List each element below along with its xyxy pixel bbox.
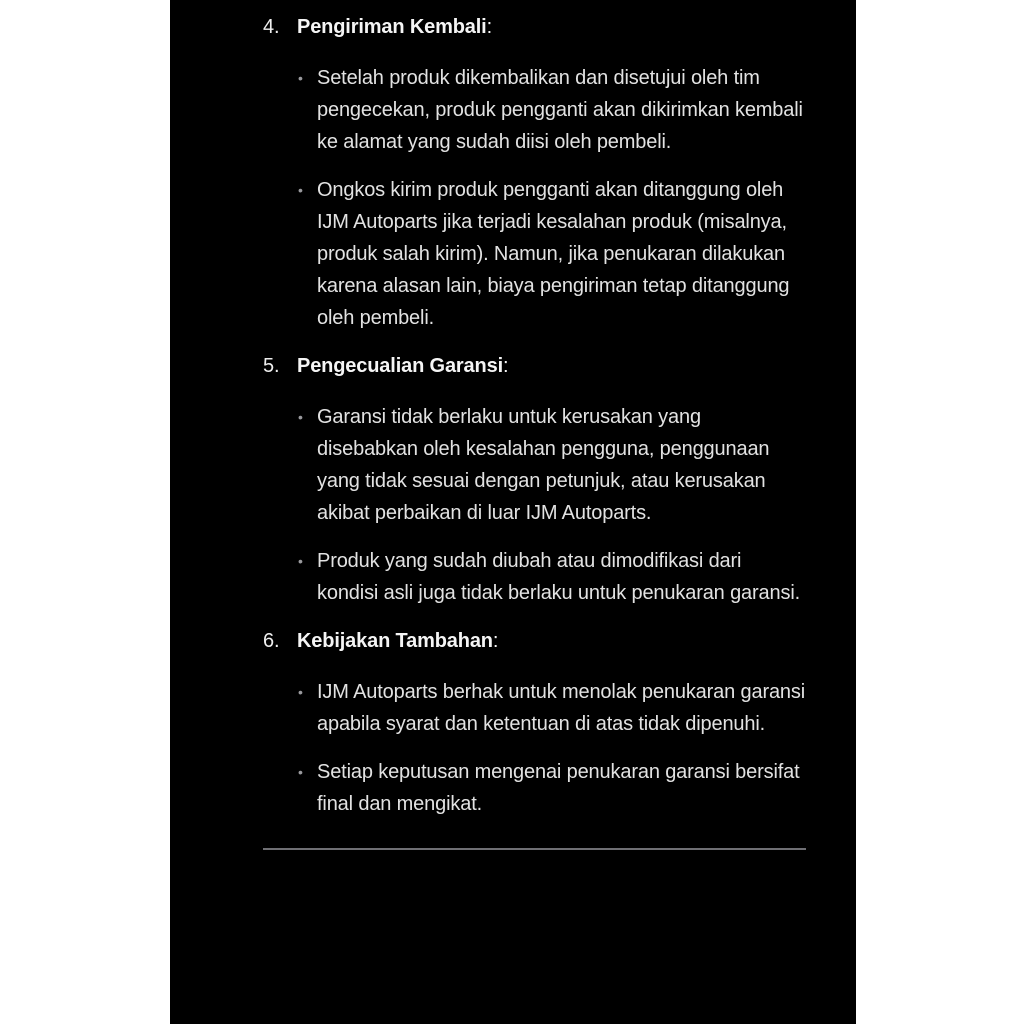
section-title-suffix: : — [492, 630, 499, 652]
section-5-pengecualian-garansi — [263, 350, 806, 609]
section-4-pengiriman-kembali — [263, 11, 806, 334]
bullet-text: Produk yang sudah diubah atau dimodifikasi dari kondisi asli juga tidak berlaku untuk penukaran garansi. — [317, 550, 801, 604]
bullet-text: Ongkos kirim produk pengganti akan ditanggung oleh IJM Autoparts jika terjadi kesalahan produk (misalnya, produk salah kirim). Namun, jika penukaran dilakukan karena alasan lain, biaya pengiriman tetap ditanggung oleh pembeli. — [317, 179, 790, 329]
terms-document-screen — [170, 0, 856, 1024]
section-title — [297, 11, 492, 43]
section-title — [297, 350, 508, 382]
section-heading — [263, 11, 806, 43]
section-title-suffix: : — [486, 16, 492, 38]
bullet-text: IJM Autoparts berhak untuk menolak penukaran garansi apabila syarat dan ketentuan di atas tidak dipenuhi. — [317, 681, 806, 735]
section-heading — [263, 350, 806, 382]
section-heading — [263, 625, 806, 657]
bullet-item — [298, 756, 806, 820]
bullet-icon: • — [298, 182, 303, 198]
bullet-item — [298, 174, 806, 334]
section-title-text: Pengecualian Garansi — [297, 355, 503, 377]
bullet-item — [298, 401, 806, 529]
section-6-kebijakan-tambahan — [263, 625, 806, 820]
section-number: 6. — [263, 630, 280, 652]
terms-content — [170, 0, 856, 850]
section-title-suffix: : — [502, 355, 509, 377]
section-number: 5. — [263, 355, 280, 377]
bullet-icon: • — [298, 553, 303, 569]
bullet-item — [298, 62, 806, 158]
bullet-icon: • — [298, 684, 303, 700]
section-title-text: Kebijakan Tambahan — [297, 630, 493, 652]
bullet-text: Setelah produk dikembalikan dan disetujui oleh tim pengecekan, produk pengganti akan dikirimkan kembali ke alamat yang sudah diisi oleh pembeli. — [317, 67, 803, 153]
bottom-divider — [263, 848, 806, 850]
section-title — [297, 625, 498, 657]
bullet-icon: • — [298, 764, 303, 780]
bullet-icon: • — [298, 70, 303, 86]
bullet-item — [298, 545, 806, 609]
section-title-text: Pengiriman Kembali — [297, 16, 487, 38]
bullet-icon: • — [298, 409, 303, 425]
section-number: 4. — [263, 16, 280, 38]
bullet-text: Garansi tidak berlaku untuk kerusakan yang disebabkan oleh kesalahan pengguna, penggunaan yang tidak sesuai dengan petunjuk, atau kerusakan akibat perbaikan di luar IJM Autoparts. — [317, 406, 770, 524]
bullet-item — [298, 676, 806, 740]
bullet-text: Setiap keputusan mengenai penukaran garansi bersifat final dan mengikat. — [317, 761, 800, 815]
